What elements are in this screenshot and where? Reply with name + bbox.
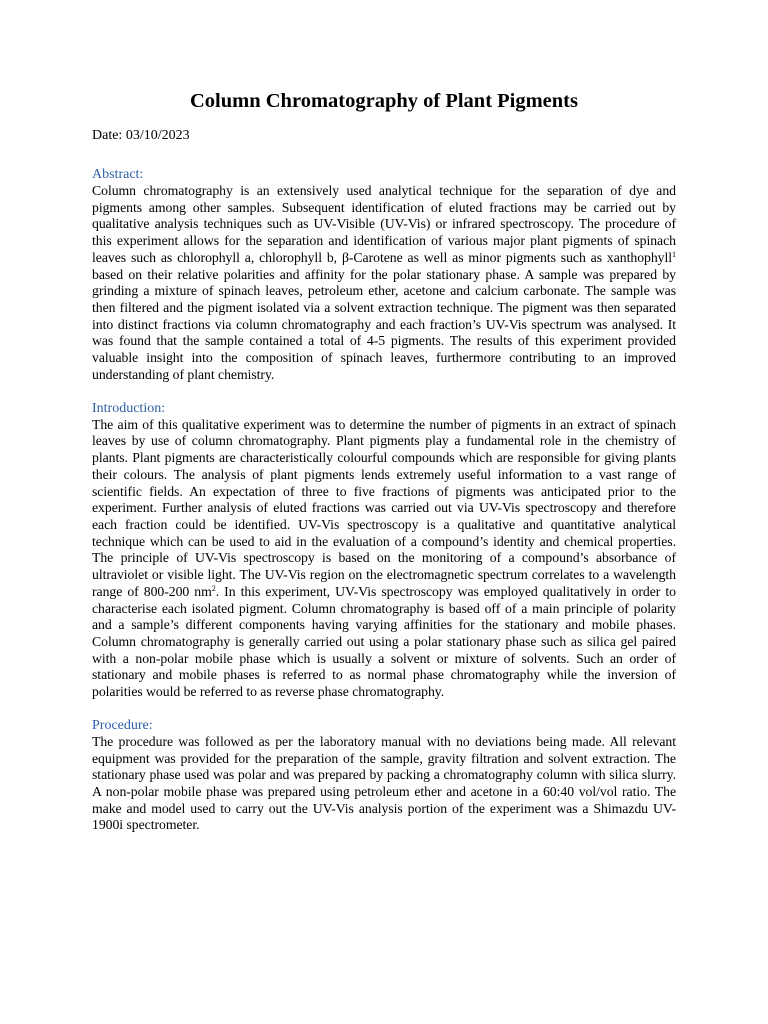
document-date: Date: 03/10/2023 bbox=[92, 128, 190, 143]
introduction-footnote-ref-2: 2 bbox=[211, 583, 216, 593]
abstract-paragraph bbox=[92, 183, 676, 384]
abstract-footnote-ref-1: 1 bbox=[672, 249, 676, 259]
procedure-paragraph: The procedure was followed as per the laboratory manual with no deviations being made. All relevant equipment was provided for the preparation of the sample, gravity filtration and solvent extraction. The stationary phase used was polar and was prepared by packing a chromatography column with silica slurry. A non-polar mobile phase was prepared using petroleum ether and acetone in a 60:40 vol/vol ratio. The make and model used to carry out the UV-Vis analysis portion of the experiment was a Shimazdu UV-1900i spectrometer. bbox=[92, 733, 676, 833]
document-body bbox=[92, 87, 676, 834]
abstract-section bbox=[92, 166, 676, 384]
introduction-heading: Introduction: bbox=[92, 400, 166, 416]
introduction-text-part-1: The aim of this qualitative experiment was to determine the number of pigments in an extract of spinach leaves by use of column chromatography. Plant pigments play a fundamental role in the chemistry of plants. Plant pigments are characteristically colourful compounds which are responsible for giving plants their colours. The analysis of plant pigments lends extremely useful information to a vast range of scientific fields. An expectation of three to five fractions of pigments was anticipated prior to the experiment. Further analysis of eluted fractions was carried out via UV-Vis spectroscopy and therefore each fraction could be identified. UV-Vis spectroscopy is a qualitative and quantitative analytical technique which can be used to aid in the evaluation of a compound’s identity and chemical properties. The principle of UV-Vis spectroscopy is based on the monitoring of a compound’s absorbance of ultraviolet or visible light. The UV-Vis region on the electromagnetic spectrum correlates to a wavelength range of 800-200 nm bbox=[92, 416, 676, 599]
introduction-text-part-2: . In this experiment, UV-Vis spectroscopy was employed qualitatively in order to characterise each isolated pigment. Column chromatography is based off of a main principle of polarity and a sample’s different components having varying affinities for the stationary and mobile phases. Column chromatography is generally carried out using a polar stationary phase such as silica gel paired with a non-polar mobile phase which is usually a solvent or mixture of solvents. Such an order of stationary and mobile phases is referred to as normal phase chromatography while the inversion of polarities would be referred to as reverse phase chromatography. bbox=[92, 583, 676, 700]
document-title: Column Chromatography of Plant Pigments bbox=[190, 90, 578, 112]
abstract-text-part-1: Column chromatography is an extensively used analytical technique for the separation of dye and pigments among other samples. Subsequent identification of eluted fractions may be carried out by qualitative analysis techniques such as UV-Visible (UV-Vis) or infrared spectroscopy. The procedure of this experiment allows for the separation and identification of various major plant pigments of spinach leaves such as chlorophyll a, chlorophyll b, β-Carotene as well as minor pigments such as xanthophyll bbox=[92, 183, 676, 265]
introduction-section bbox=[92, 400, 676, 701]
procedure-section bbox=[92, 717, 676, 834]
procedure-heading: Procedure: bbox=[92, 717, 153, 733]
introduction-paragraph bbox=[92, 417, 676, 701]
abstract-text-part-2: based on their relative polarities and affinity for the polar stationary phase. A sample was prepared by grinding a mixture of spinach leaves, petroleum ether, acetone and calcium carbonate. The sample was then filtered and the pigment isolated via a solvent extraction technique. The pigment was then separated into distinct fractions via column chromatography and each fraction’s UV-Vis spectrum was analysed. It was found that the sample contained a total of 4-5 pigments. The results of this experiment provided valuable insight into the composition of spinach leaves, furthermore contributing to an improved understanding of plant chemistry. bbox=[92, 266, 676, 382]
abstract-heading: Abstract: bbox=[92, 167, 144, 182]
